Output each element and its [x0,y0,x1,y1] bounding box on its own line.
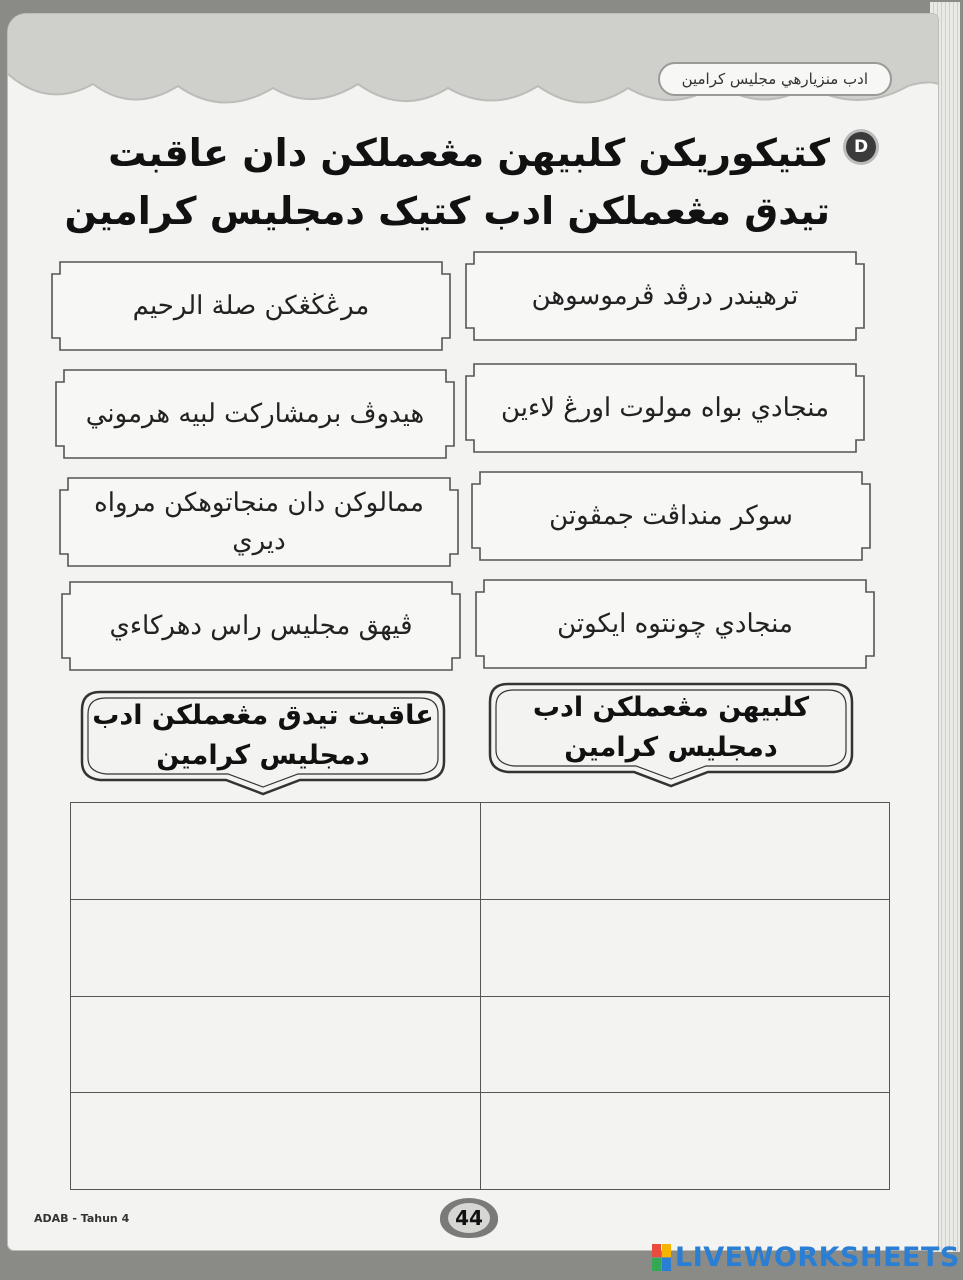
worksheet-page [8,14,938,1250]
drop-zone-consequences[interactable] [71,803,481,900]
card-label: هيدوڤ برمشاركت لبيه هرموني [85,399,425,429]
book-title: ADAB - Tahun 4 [34,1212,130,1225]
drop-zone-benefits[interactable] [480,899,890,996]
instruction-text: كتيكوريكن كلبيهن مڠعملكن دان عاقبت تيدق مڠعملكن ادب كتيک دمجليس كرامين [64,131,830,233]
page-number: 44 [448,1203,490,1233]
card-label: مرڠڬڠكن صلة الرحيم [132,291,370,321]
draggable-card[interactable] [58,476,460,568]
card-label: منجادي چونتوه ايكوتن [557,609,793,639]
draggable-card[interactable] [464,250,866,342]
category-label: عاقبت تيدق مڠعملكن ادب دمجليس كرامين [92,700,434,771]
table-row [71,803,890,900]
table-row [71,1093,890,1190]
drop-zone-benefits[interactable] [480,1093,890,1190]
card-label: سوكر منداڤت جمڤوتن [549,501,793,531]
draggable-card[interactable] [474,578,876,670]
card-label: منجادي بواه مولوت اورڠ لاءين [500,393,830,423]
liveworksheets-watermark[interactable] [652,1240,960,1274]
drop-zone-benefits[interactable] [480,803,890,900]
category-heading-benefits [484,678,858,790]
liveworksheets-logo-icon [652,1244,671,1271]
draggable-card[interactable] [60,580,462,672]
category-heading-consequences [76,686,450,798]
drop-zone-consequences[interactable] [71,1093,481,1190]
card-label: ترهيندر درڤد ڤرموسوهن [531,281,799,311]
card-label: ڤيهق مجليس راس دهركاءي [109,611,413,641]
brand-name: LIVEWORKSHEETS [675,1241,960,1273]
draggable-card[interactable] [50,260,452,352]
category-label: كلبيهن مڠعملكن ادب دمجليس كرامين [532,692,810,763]
answer-grid [70,802,890,1190]
drop-zone-consequences[interactable] [71,899,481,996]
section-badge: D [846,132,876,162]
card-label: ممالوكن دان منجاتوهكن مرواه ديري [94,488,424,556]
table-row [71,996,890,1093]
draggable-card[interactable] [464,362,866,454]
drop-zone-consequences[interactable] [71,996,481,1093]
drop-zone-benefits[interactable] [480,996,890,1093]
draggable-card[interactable] [470,470,872,562]
chapter-title-tag: ادب منزيارهي مجليس كرامين [658,62,892,96]
page-number-badge [440,1198,498,1238]
draggable-card[interactable] [54,368,456,460]
table-row [71,899,890,996]
